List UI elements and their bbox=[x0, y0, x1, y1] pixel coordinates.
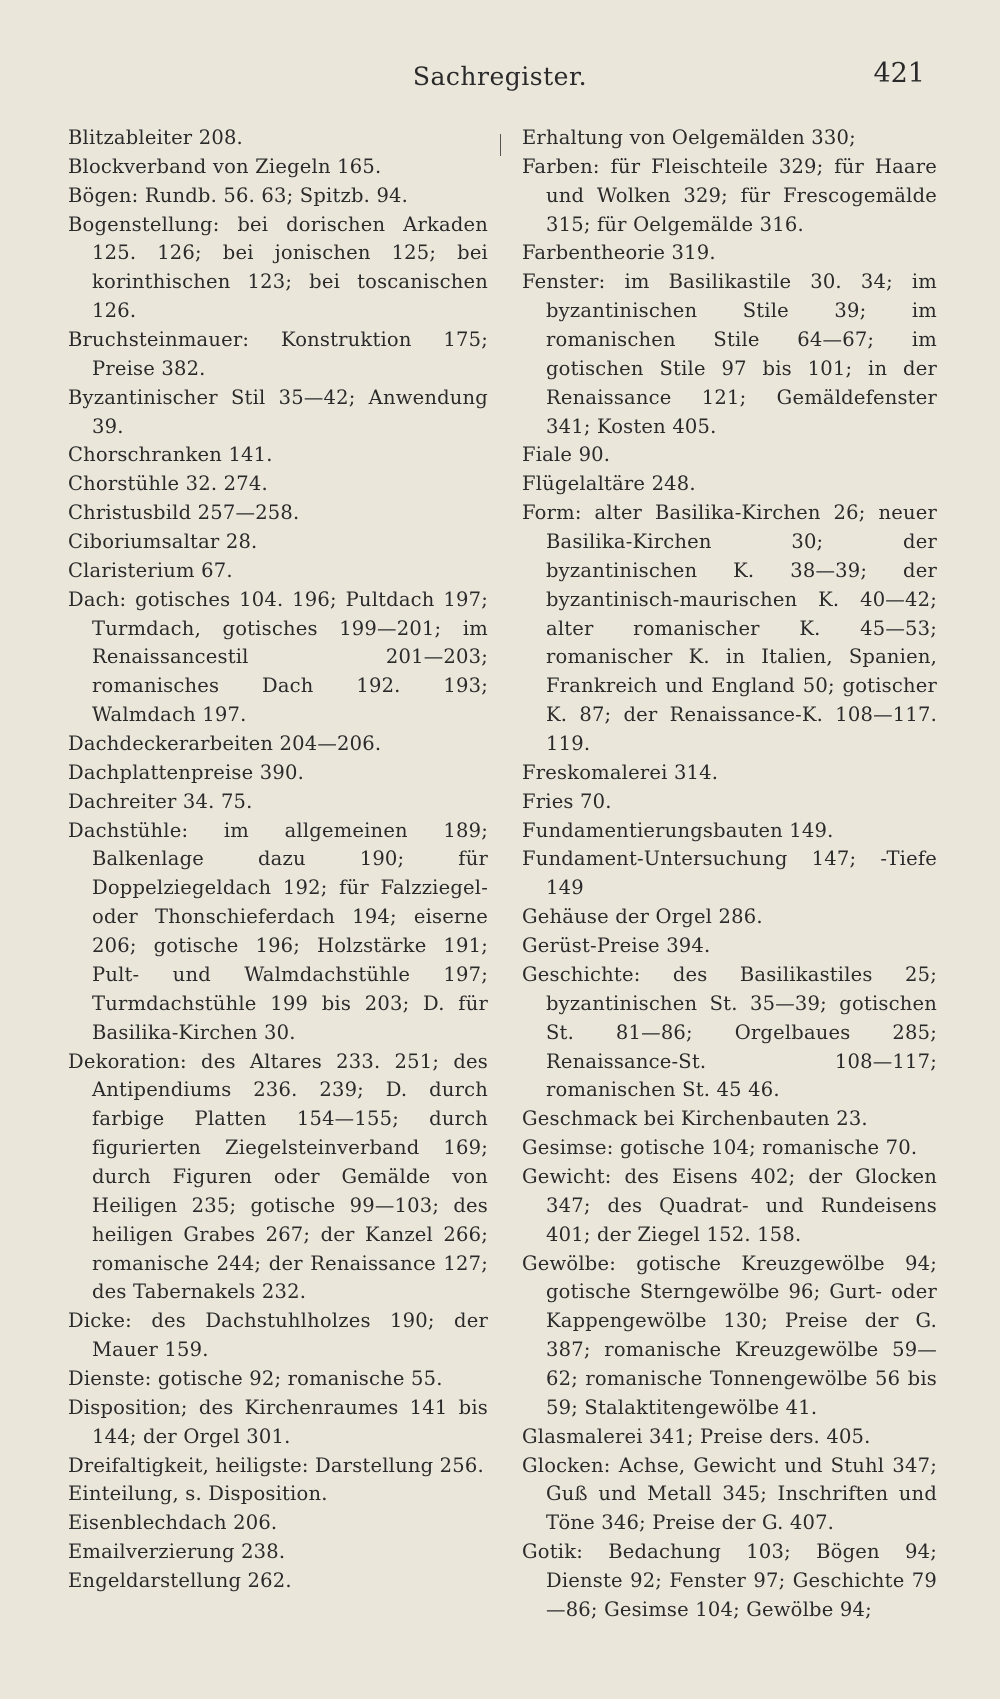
index-entry: Claristerium 67. bbox=[68, 558, 233, 582]
column-divider bbox=[500, 134, 501, 156]
index-entry: Dienste: gotische 92; romanische 55. bbox=[68, 1366, 443, 1390]
index-entry: Erhaltung von Oelgemälden 330; bbox=[522, 126, 856, 149]
index-entry: Gotik: Bedachung 103; Bögen 94; Dienste 92; Fenster 97; Geschichte 79—86; Gesimse 104; Gewölbe 94; bbox=[522, 1540, 937, 1621]
page-title: Sachregister. bbox=[412, 62, 588, 91]
index-entry: Gewicht: des Eisens 402; der Glocken 347; des Quadrat- und Rundeisens 401; der Ziegel 152. 158. bbox=[522, 1164, 937, 1246]
index-entry: Dicke: des Dachstuhlholzes 190; der Mauer 159. bbox=[68, 1309, 488, 1362]
index-entry: Dachstühle: im allgemeinen 189; Balkenlage dazu 190; für Doppelziegeldach 192; für Falzziegel- oder Thonschieferdach 194; eiserne 206; gotische 196; Holzstärke 191; Pult- und Walmdachstühle 197; Turmdachstühle 199 bis 203; D. für Basilika-Kirchen 30. bbox=[68, 818, 488, 1044]
index-entry: Gewölbe: gotische Kreuzgewölbe 94; gotische Sterngewölbe 96; Gurt- oder Kappengewölbe 130; Preise der G. 387; romanische Kreuzgewölbe 59—62; romanische Tonnengewölbe 56 bis 59; Stalaktitengewölbe 41. bbox=[522, 1251, 937, 1419]
index-entry: Flügelaltäre 248. bbox=[522, 472, 696, 496]
index-entry: Glocken: Achse, Gewicht und Stuhl 347; Guß und Metall 345; Inschriften und Töne 346; Preise der G. 407. bbox=[522, 1453, 937, 1535]
index-entry: Chorstühle 32. 274. bbox=[68, 472, 268, 496]
index-entry: Fries 70. bbox=[522, 789, 612, 813]
index-entry: Fundament-Untersuchung 147; -Tiefe 149 bbox=[522, 847, 937, 900]
index-entry: Gehäuse der Orgel 286. bbox=[522, 905, 763, 929]
right-column bbox=[522, 124, 937, 1625]
index-entry: Farbentheorie 319. bbox=[522, 241, 716, 265]
index-entry: Fenster: im Basilikastile 30. 34; im byzantinischen Stile 39; im romanischen Stile 64—67; im gotischen Stile 97 bis 101; in der Renaissance 121; Gemäldefenster 341; Kosten 405. bbox=[522, 270, 937, 438]
index-entry: Emailverzierung 238. bbox=[68, 1540, 286, 1564]
index-entry: Dachplattenpreise 390. bbox=[68, 760, 305, 784]
index-entry: Gesimse: gotische 104; romanische 70. bbox=[522, 1136, 918, 1160]
index-entry: Disposition; des Kirchenraumes 141 bis 144; der Orgel 301. bbox=[68, 1395, 488, 1448]
index-entry: Blockverband von Ziegeln 165. bbox=[68, 154, 382, 178]
index-entry: Byzantinischer Stil 35—42; Anwendung 39. bbox=[68, 385, 488, 438]
index-entry: Farben: für Fleischteile 329; für Haare und Wolken 329; für Frescogemälde 315; für Oelgemälde 316. bbox=[522, 154, 937, 236]
index-entry: Dachdeckerarbeiten 204—206. bbox=[68, 732, 382, 756]
index-entry: Glasmalerei 341; Preise ders. 405. bbox=[522, 1424, 871, 1448]
index-entry: Fundamentierungsbauten 149. bbox=[522, 818, 834, 842]
index-entry: Fiale 90. bbox=[522, 443, 611, 467]
index-entry: Form: alter Basilika-Kirchen 26; neuer Basilika-Kirchen 30; der byzantinischen K. 38—39; der byzantinisch-maurischen K. 40—42; alter romanischer K. 45—53; romanischer K. in Italien, Spanien, Frankreich und England 50; gotischer K. 87; der Renaissance-K. 108—117. 119. bbox=[522, 501, 937, 756]
index-entry: Chorschranken 141. bbox=[68, 443, 273, 467]
left-column bbox=[68, 124, 488, 1596]
index-entry: Einteilung, s. Disposition. bbox=[68, 1482, 328, 1506]
index-entry: Eisenblechdach 206. bbox=[68, 1511, 278, 1535]
index-entry: Geschmack bei Kirchenbauten 23. bbox=[522, 1107, 868, 1131]
index-entry: Bogenstellung: bei dorischen Arkaden 125. 126; bei jonischen 125; bei korinthischen 123; bei toscanischen 126. bbox=[68, 212, 488, 323]
index-entry: Dach: gotisches 104. 196; Pultdach 197; Turmdach, gotisches 199—201; im Renaissancestil 201—203; romanisches Dach 192. 193; Walmdach 197. bbox=[68, 587, 488, 727]
index-entry: Engeldarstellung 262. bbox=[68, 1568, 292, 1592]
page-number: 421 bbox=[873, 58, 925, 89]
index-entry: Dreifaltigkeit, heiligste: Darstellung 256. bbox=[68, 1453, 484, 1477]
index-entry: Bruchsteinmauer: Konstruktion 175; Preise 382. bbox=[68, 328, 488, 380]
index-entry: Blitzableiter 208. bbox=[68, 126, 243, 149]
index-entry: Christusbild 257—258. bbox=[68, 501, 300, 525]
index-entry: Dachreiter 34. 75. bbox=[68, 789, 253, 813]
running-head bbox=[0, 58, 1000, 98]
index-entry: Freskomalerei 314. bbox=[522, 760, 719, 784]
index-entry: Dekoration: des Altares 233. 251; des Antipendiums 236. 239; D. durch farbige Platten 154—155; durch figurierten Ziegelsteinverband 169; durch Figuren oder Gemälde von Heiligen 235; gotische 99—103; des heiligen Grabes 267; der Kanzel 266; romanische 244; der Renaissance 127; des Tabernakels 232. bbox=[68, 1049, 488, 1304]
index-entry: Ciboriumsaltar 28. bbox=[68, 530, 258, 554]
index-entry: Geschichte: des Basilikastiles 25; byzantinischen St. 35—39; gotischen St. 81—86; Orgelbaues 285; Renaissance-St. 108—117; romanischen St. 45 46. bbox=[522, 962, 937, 1102]
index-entry: Bögen: Rundb. 56. 63; Spitzb. 94. bbox=[68, 183, 409, 207]
index-entry: Gerüst-Preise 394. bbox=[522, 934, 711, 958]
